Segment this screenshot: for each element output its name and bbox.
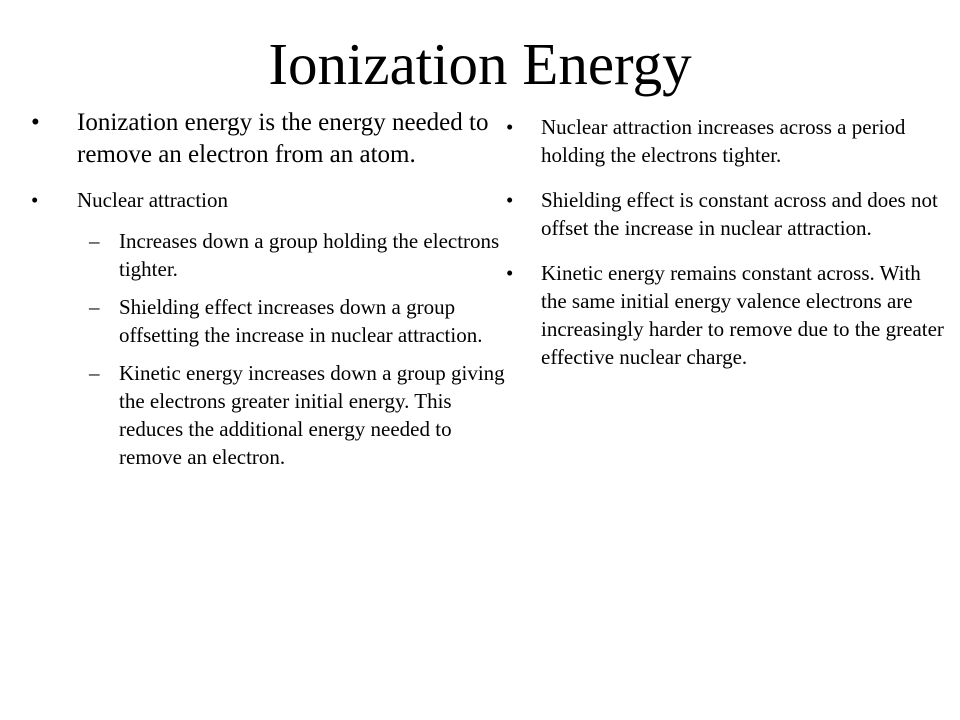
left-column — [31, 107, 514, 481]
sub-bullet-shielding-effect — [31, 293, 511, 349]
bullet-marker: • — [506, 188, 514, 212]
bullet-kinetic-constant — [504, 259, 944, 371]
bullet-marker: • — [506, 261, 514, 285]
bullet-text: Nuclear attraction — [77, 188, 228, 212]
bullet-ionization-definition — [31, 107, 514, 171]
sub-bullet-increases-down-group — [31, 227, 511, 283]
dash-marker: – — [89, 361, 100, 385]
right-column — [504, 113, 944, 388]
bullet-marker: • — [506, 115, 514, 139]
bullet-text: Shielding effect is constant across and does not offset the increase in nuclear attraction. — [541, 188, 938, 240]
sub-bullet-kinetic-energy — [31, 359, 511, 471]
bullet-text: Ionization energy is the energy needed to remove an electron from an atom. — [77, 109, 489, 168]
bullet-marker: • — [31, 188, 39, 212]
slide-title: Ionization Energy — [268, 31, 692, 97]
bullet-marker: • — [31, 109, 40, 136]
bullet-shielding-constant — [504, 186, 944, 242]
bullet-text: Nuclear attraction increases across a period holding the electrons tighter. — [541, 115, 906, 167]
sub-bullet-text: Increases down a group holding the electrons tighter. — [119, 229, 500, 281]
sub-bullet-text: Kinetic energy increases down a group giving the electrons greater initial energy. This reduces the additional energy needed to remove an electron. — [119, 361, 505, 469]
bullet-nuclear-attraction-across — [504, 113, 944, 169]
bullet-nuclear-attraction — [31, 187, 514, 214]
dash-marker: – — [89, 295, 100, 319]
bullet-text: Kinetic energy remains constant across. With the same initial energy valence electrons are increasingly harder to remove due to the greater effective nuclear charge. — [541, 261, 944, 369]
sub-bullet-text: Shielding effect increases down a group offsetting the increase in nuclear attraction. — [119, 295, 483, 347]
dash-marker: – — [89, 229, 100, 253]
